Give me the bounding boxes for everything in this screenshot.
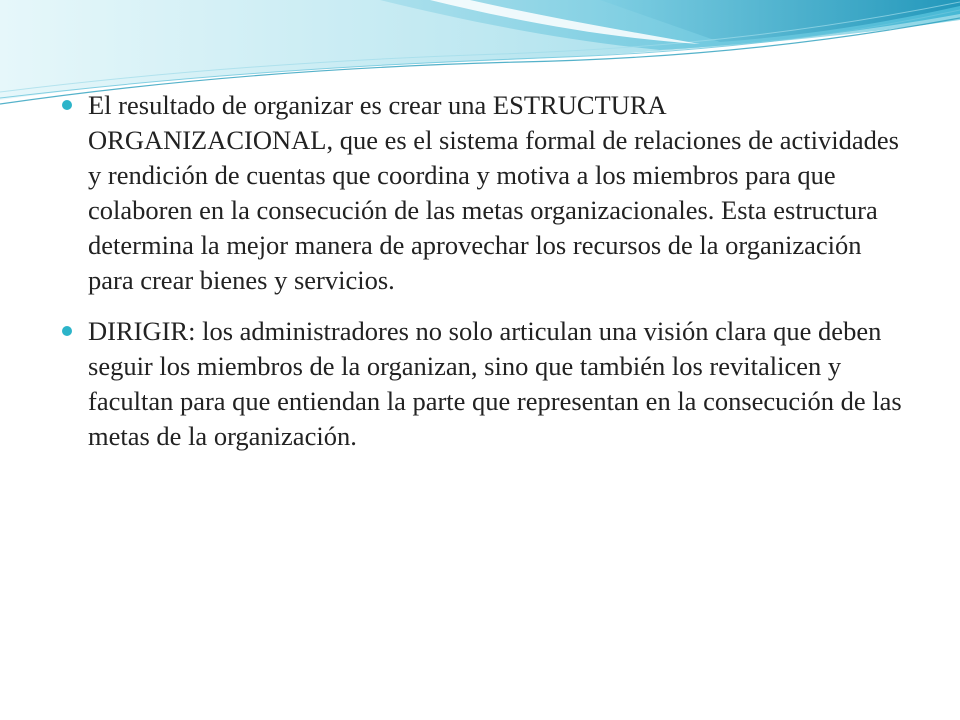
bullet-item-dirigir [62,314,912,454]
bullet-item-estructura [62,88,912,298]
slide-body [62,88,912,470]
bullet-point-icon [62,100,72,110]
bullet-text: DIRIGIR: los administradores no solo articulan una visión clara que deben seguir los miembros de la organizan, sino que también los revitalicen y facultan para que entiendan la parte que representan en la consecución de las metas de la organización. [88,316,902,451]
bullet-point-icon [62,326,72,336]
bullet-text: El resultado de organizar es crear una ESTRUCTURA ORGANIZACIONAL, que es el sistema formal de relaciones de actividades y rendición de cuentas que coordina y motiva a los miembros para que colaboren en la consecución de las metas organizacionales. Esta estructura determina la mejor manera de aprovechar los recursos de la organización para crear bienes y servicios. [88,90,899,295]
